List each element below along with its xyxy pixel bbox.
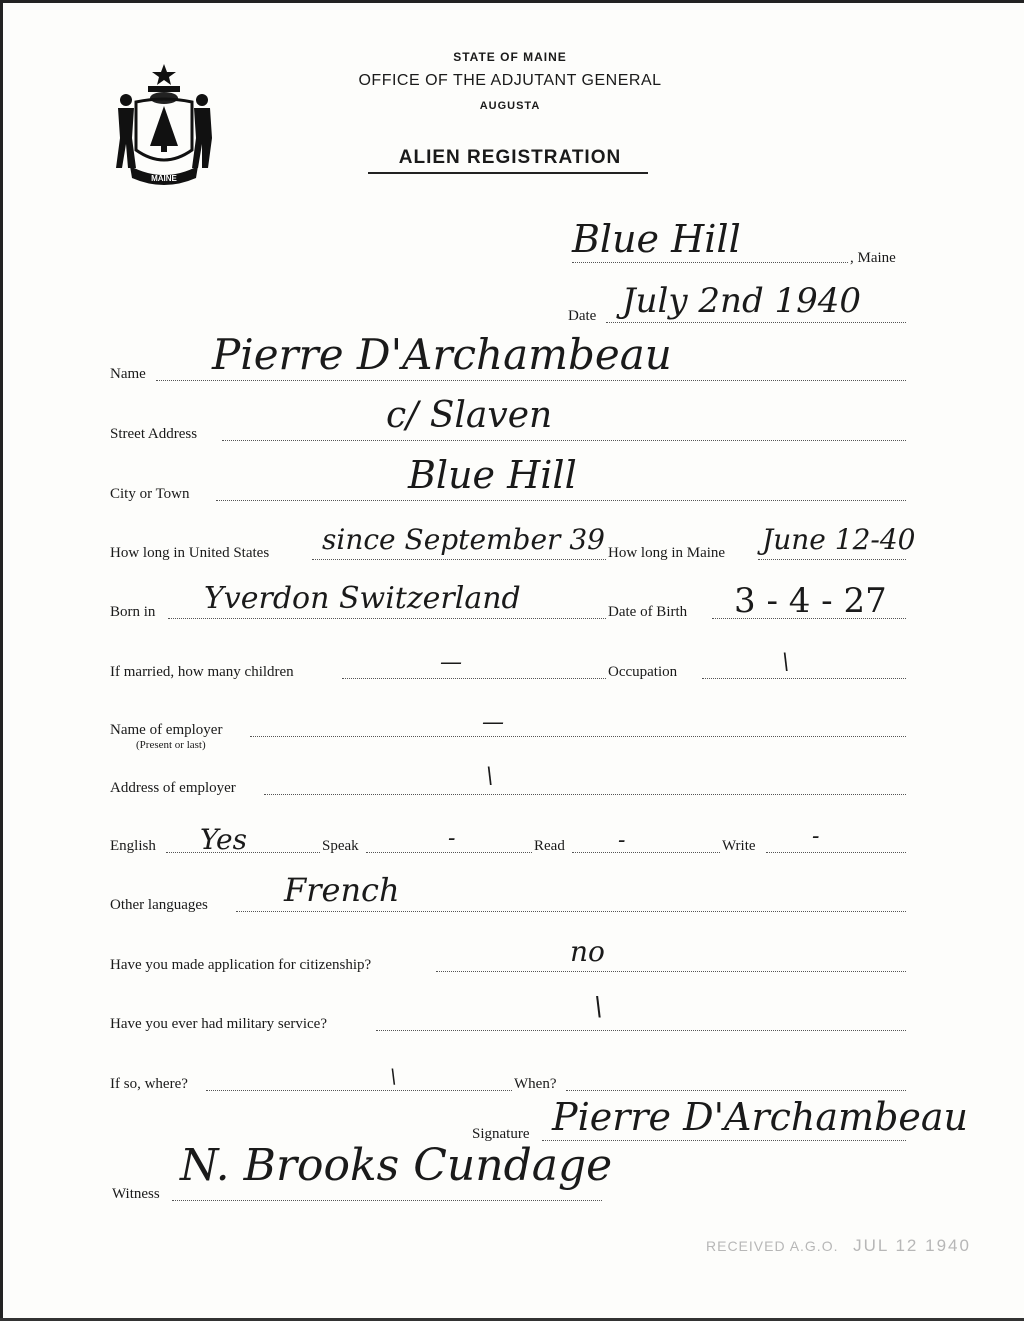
where-value: \: [390, 1064, 397, 1088]
when-line: [566, 1090, 906, 1091]
title-underline: [368, 172, 648, 174]
how-long-maine-value: June 12-40: [762, 523, 916, 556]
form-title: ALIEN REGISTRATION: [398, 147, 622, 168]
how-long-maine-label: How long in Maine: [608, 545, 726, 561]
name-label: Name: [110, 366, 146, 382]
employer-line: [250, 736, 906, 737]
write-label: Write: [722, 838, 756, 854]
signature-value: Pierre D'Archambeau: [552, 1095, 969, 1139]
how-long-maine-line: [758, 559, 906, 560]
town-value: Blue Hill: [572, 217, 741, 261]
witness-value: N. Brooks Cundage: [180, 1140, 613, 1191]
how-long-us-line: [312, 559, 606, 560]
street-line: [222, 440, 906, 441]
read-line: [572, 852, 720, 853]
other-languages-line: [236, 911, 906, 912]
employer-address-label: Address of employer: [110, 780, 236, 796]
children-line: [342, 678, 606, 679]
where-line: [206, 1090, 512, 1091]
date-value: July 2nd 1940: [622, 281, 862, 321]
children-value: —: [440, 650, 462, 675]
military-value: \: [594, 992, 603, 1022]
date-label: Date: [568, 308, 597, 324]
citizenship-line: [436, 971, 906, 972]
dob-value: 3 - 4 - 27: [734, 581, 887, 621]
employer-sublabel: (Present or last): [136, 739, 206, 751]
speak-label: Speak: [322, 838, 359, 854]
where-label: If so, where?: [110, 1076, 188, 1092]
state-heading: STATE OF MAINE: [453, 50, 567, 64]
town-suffix-label: , Maine: [850, 250, 896, 266]
other-languages-label: Other languages: [110, 897, 208, 913]
born-in-line: [168, 618, 606, 619]
date-line: [606, 322, 906, 323]
maine-state-seal-icon: [108, 58, 220, 190]
name-line: [156, 380, 906, 381]
write-value: -: [812, 824, 820, 849]
read-value: -: [618, 828, 626, 853]
how-long-us-label: How long in United States: [110, 545, 270, 561]
scan-border-top: [0, 0, 1024, 3]
english-label: English: [110, 838, 156, 854]
city-line: [216, 500, 906, 501]
children-label: If married, how many children: [110, 664, 294, 680]
witness-line: [172, 1200, 602, 1201]
born-in-value: Yverdon Switzerland: [204, 581, 521, 616]
write-line: [766, 852, 906, 853]
military-label: Have you ever had military service?: [110, 1016, 327, 1032]
received-stamp-date: JUL 12 1940: [853, 1236, 971, 1255]
employer-value: —: [482, 710, 504, 735]
street-value: c/ Slaven: [386, 395, 553, 436]
citizenship-label: Have you made application for citizenship?: [110, 957, 372, 973]
office-heading: OFFICE OF THE ADJUTANT GENERAL: [358, 72, 662, 89]
employer-address-line: [264, 794, 906, 795]
occupation-label: Occupation: [608, 664, 678, 680]
scan-border-left: [0, 0, 3, 1321]
town-line: [572, 262, 848, 263]
received-stamp: [706, 1236, 971, 1256]
english-value: Yes: [200, 823, 247, 856]
employer-label: Name of employer: [110, 722, 223, 738]
city-value: Blue Hill: [408, 453, 577, 497]
signature-label: Signature: [472, 1126, 530, 1142]
witness-label: Witness: [112, 1186, 160, 1202]
when-label: When?: [514, 1076, 557, 1092]
city-label: City or Town: [110, 486, 190, 502]
speak-line: [366, 852, 532, 853]
speak-value: -: [448, 826, 456, 851]
employer-address-value: \: [486, 764, 494, 789]
city-heading: AUGUSTA: [479, 100, 541, 112]
how-long-us-value: since September 39: [322, 523, 605, 556]
born-in-label: Born in: [110, 604, 156, 620]
read-label: Read: [534, 838, 565, 854]
occupation-line: [702, 678, 906, 679]
other-languages-value: French: [284, 871, 400, 909]
dob-label: Date of Birth: [608, 604, 688, 620]
occupation-value: \: [782, 650, 790, 675]
military-line: [376, 1030, 906, 1031]
received-stamp-text: RECEIVED A.G.O.: [706, 1238, 839, 1254]
name-value: Pierre D'Archambeau: [212, 330, 672, 379]
street-label: Street Address: [110, 426, 198, 442]
citizenship-value: no: [570, 935, 605, 968]
svg-text:MAINE: MAINE: [151, 174, 177, 183]
